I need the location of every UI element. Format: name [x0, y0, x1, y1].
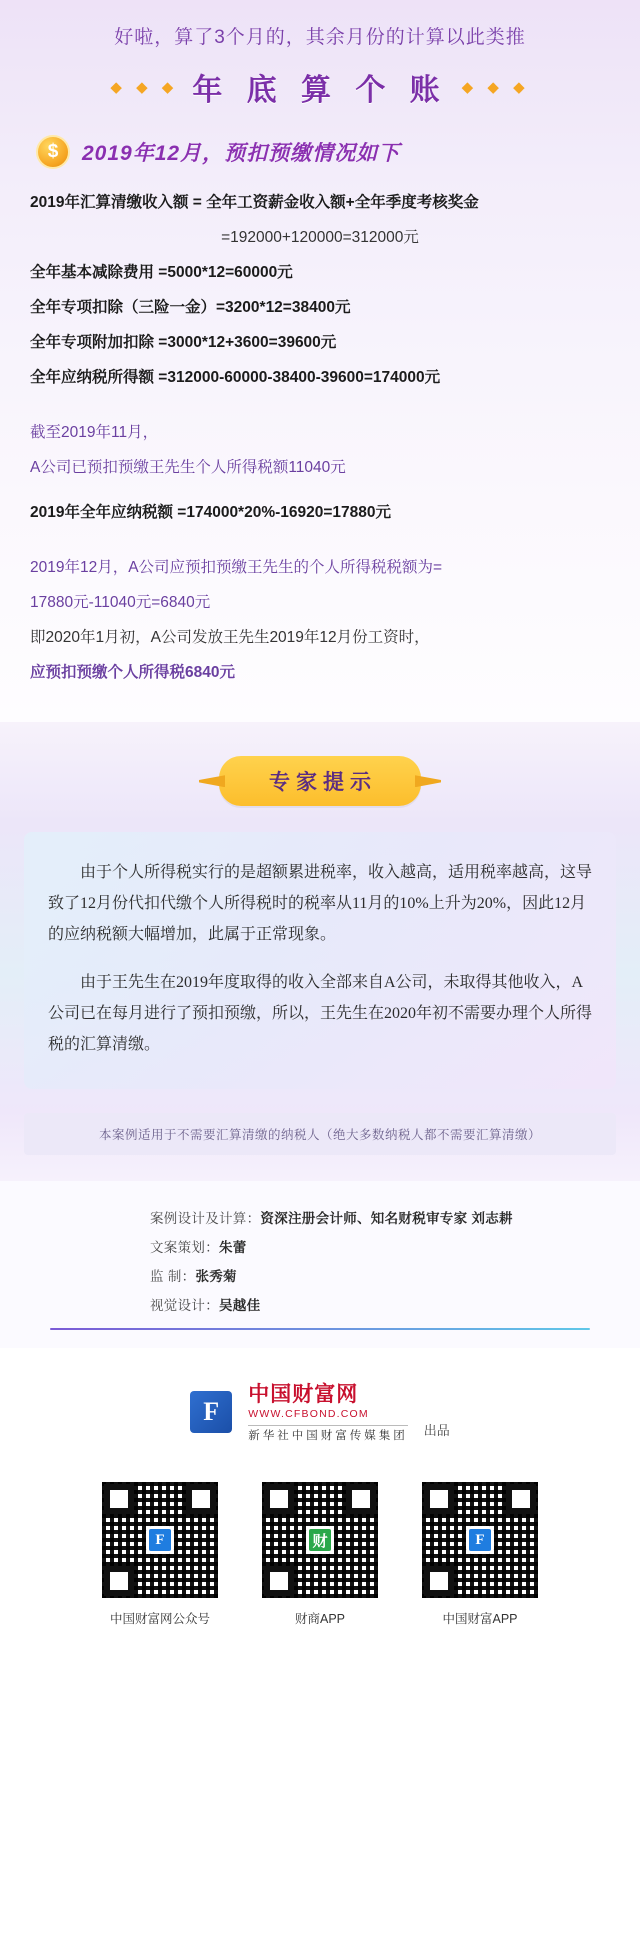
title-row: [0, 65, 640, 109]
section-divider: [50, 1328, 590, 1330]
headline-text: 好啦，算了3个月的，其余月份的计算以此类推: [114, 27, 526, 48]
credit-label: 案例设计及计算：: [150, 1210, 261, 1226]
tip-paragraph: 由于王先生在2019年度取得的收入全部来自A公司，未取得其他收入，A公司已在每月进行了预扣预缴，所以，王先生在2020年初不需要办理个人所得税的汇算清缴。: [48, 974, 593, 1053]
credit-value: 资深注册会计师、知名财税审专家 刘志耕: [260, 1210, 513, 1226]
brand-logo-texts: [248, 1382, 408, 1444]
brand-logo-icon: F: [190, 1391, 232, 1433]
credit-row: [0, 1265, 640, 1285]
qr-label: 中国财富APP: [442, 1612, 518, 1627]
expert-tip-section: [0, 722, 640, 1180]
calc-line: =192000+120000=312000元: [221, 229, 419, 247]
calc-line: 17880元-11040元=6840元: [30, 594, 211, 612]
qr-center-logo-icon: F: [466, 1526, 494, 1554]
calculation-section: [0, 0, 640, 722]
qr-item[interactable]: [97, 1481, 223, 1627]
credit-row: [0, 1207, 640, 1227]
calculation-body: [0, 191, 640, 685]
credit-label: 视觉设计：: [150, 1297, 219, 1313]
applicability-note: 本案例适用于不需要汇算清缴的纳税人（绝大多数纳税人都不需要汇算清缴）: [24, 1113, 616, 1155]
qr-code-image[interactable]: [101, 1481, 219, 1599]
expert-tip-badge-wrap: [0, 756, 640, 806]
calc-line: 2019年汇算清缴收入额 = 全年工资薪金收入额+全年季度考核奖金: [30, 194, 479, 211]
produced-by-label: 出品: [423, 1423, 450, 1439]
diamond-right-icon: ◆ ◆ ◆: [461, 79, 530, 96]
brand-logo-section: [0, 1348, 640, 1468]
calc-line: 全年专项附加扣除 =3000*12+3600=39600元: [30, 334, 337, 352]
qr-code-section: [0, 1467, 640, 1653]
credit-value: 吴越佳: [219, 1297, 261, 1313]
calc-line: 即2020年1月初，A公司发放王先生2019年12月份工资时，: [30, 629, 430, 647]
calc-line: A公司已预扣预缴王先生个人所得税额11040元: [30, 459, 346, 477]
qr-center-logo-icon: 财: [306, 1526, 334, 1554]
calc-line: 全年专项扣除（三险一金）=3200*12=38400元: [30, 299, 351, 317]
qr-code-image[interactable]: [261, 1481, 379, 1599]
calc-line: 全年基本减除费用 =5000*12=60000元: [30, 264, 293, 282]
credit-row: [0, 1294, 640, 1314]
subsection-header: [0, 135, 640, 169]
coin-icon: $: [36, 135, 70, 169]
calc-line: 2019年12月，A公司应预扣预缴王先生的个人所得税税额为=: [30, 559, 443, 577]
calc-line: 全年应纳税所得额 =312000-60000-38400-39600=174000元: [30, 369, 441, 387]
subsection-title: 2019年12月，预扣预缴情况如下: [82, 142, 401, 165]
calc-line: 2019年全年应纳税额 =174000*20%-16920=17880元: [30, 504, 392, 522]
calc-line: 截至2019年11月，: [30, 424, 159, 442]
credit-label: 文案策划：: [150, 1239, 219, 1255]
page-title: 年 底 算 个 账: [192, 74, 448, 107]
expert-tip-badge: 专家提示: [219, 756, 421, 806]
qr-code-image[interactable]: [421, 1481, 539, 1599]
qr-item[interactable]: [257, 1481, 383, 1627]
brand-group-name: 新华社中国财富传媒集团: [248, 1425, 408, 1443]
credit-row: [0, 1236, 640, 1256]
tip-paragraph: 由于个人所得税实行的是超额累进税率，收入越高，适用税率越高，这导致了12月份代扣代缴个人所得税时的税率从11月的10%上升为20%，因此12月的应纳税额大幅增加，此属于正常现象。: [48, 864, 593, 943]
brand-name-cn: 中国财富网: [248, 1382, 359, 1406]
diamond-left-icon: ◆ ◆ ◆: [110, 79, 179, 96]
qr-label: 中国财富网公众号: [109, 1612, 210, 1627]
credit-value: 张秀菊: [195, 1268, 237, 1284]
qr-item[interactable]: [417, 1481, 543, 1627]
credits-section: [0, 1181, 640, 1348]
credit-value: 朱蕾: [219, 1239, 247, 1255]
expert-tip-card: [24, 832, 616, 1088]
calc-result-line: 应预扣预缴个人所得税6840元: [30, 664, 235, 682]
brand-name-en: WWW.CFBOND.COM: [248, 1407, 369, 1420]
credit-label: 监 制：: [150, 1268, 196, 1284]
qr-center-logo-icon: F: [146, 1526, 174, 1554]
qr-label: 财商APP: [294, 1612, 345, 1627]
